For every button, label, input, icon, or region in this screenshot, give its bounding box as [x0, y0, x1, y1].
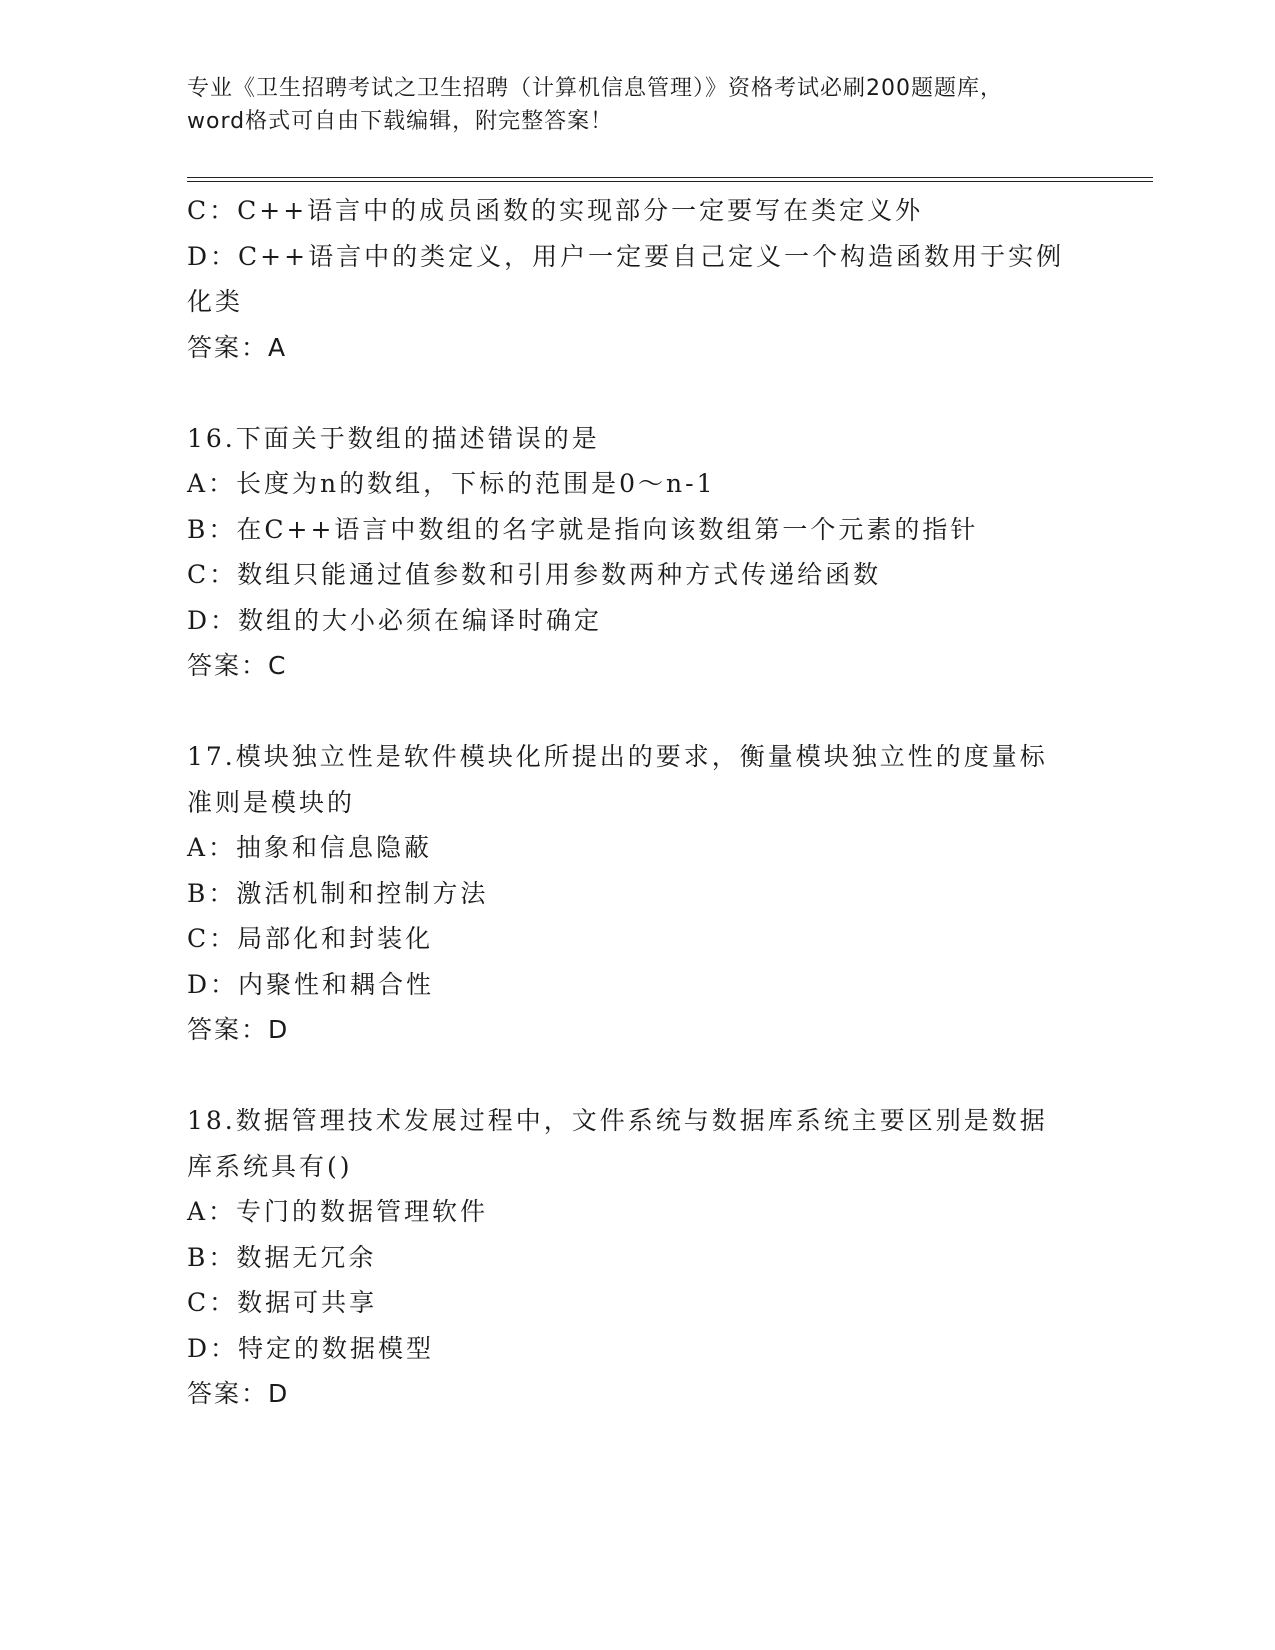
option-b: B：数据无冗余 — [187, 1242, 377, 1272]
question-18 — [187, 1098, 1087, 1417]
page-header — [187, 72, 1087, 138]
option-c: C：局部化和封装化 — [187, 924, 434, 953]
question-stem: 17.模块独立性是软件模块化所提出的要求，衡量模块独立性的度量标 — [187, 742, 1048, 771]
option-d-continued: 化类 — [187, 287, 244, 316]
previous-question-tail — [187, 188, 1087, 370]
option-d: D：特定的数据模型 — [187, 1333, 435, 1363]
option-d: D：内聚性和耦合性 — [187, 969, 435, 999]
answer-line: 答案：A — [187, 332, 288, 362]
header-line-2: word格式可自由下载编辑，附完整答案！ — [187, 109, 614, 134]
option-c: C：数组只能通过值参数和引用参数两种方式传递给函数 — [187, 560, 882, 589]
question-stem-continued: 准则是模块的 — [187, 787, 356, 817]
answer-line: 答案：C — [187, 651, 288, 680]
answer-line: 答案：D — [187, 1379, 290, 1408]
header-double-rule — [187, 177, 1153, 182]
option-a: A：长度为n的数组，下标的范围是0～n-1 — [187, 469, 716, 498]
option-a: A：专门的数据管理软件 — [187, 1197, 489, 1226]
question-stem-continued: 库系统具有() — [187, 1151, 353, 1181]
option-a: A：抽象和信息隐蔽 — [187, 833, 433, 862]
question-16 — [187, 416, 1087, 689]
question-17 — [187, 734, 1087, 1053]
question-list — [187, 188, 1087, 1417]
option-d: D：数组的大小必须在编译时确定 — [187, 605, 603, 635]
answer-line: 答案：D — [187, 1015, 290, 1044]
option-d: D：C++语言中的类定义，用户一定要自己定义一个构造函数用于实例 — [187, 241, 1065, 271]
option-c: C：C++语言中的成员函数的实现部分一定要写在类定义外 — [187, 196, 924, 225]
option-b: B：激活机制和控制方法 — [187, 878, 489, 908]
option-c: C：数据可共享 — [187, 1288, 378, 1317]
option-b: B：在C++语言中数组的名字就是指向该数组第一个元素的指针 — [187, 514, 979, 544]
header-line-1: 专业《卫生招聘考试之卫生招聘（计算机信息管理）》资格考试必刷200题题库， — [187, 76, 1003, 101]
question-stem: 18.数据管理技术发展过程中，文件系统与数据库系统主要区别是数据 — [187, 1106, 1048, 1135]
question-stem: 16.下面关于数组的描述错误的是 — [187, 423, 600, 453]
